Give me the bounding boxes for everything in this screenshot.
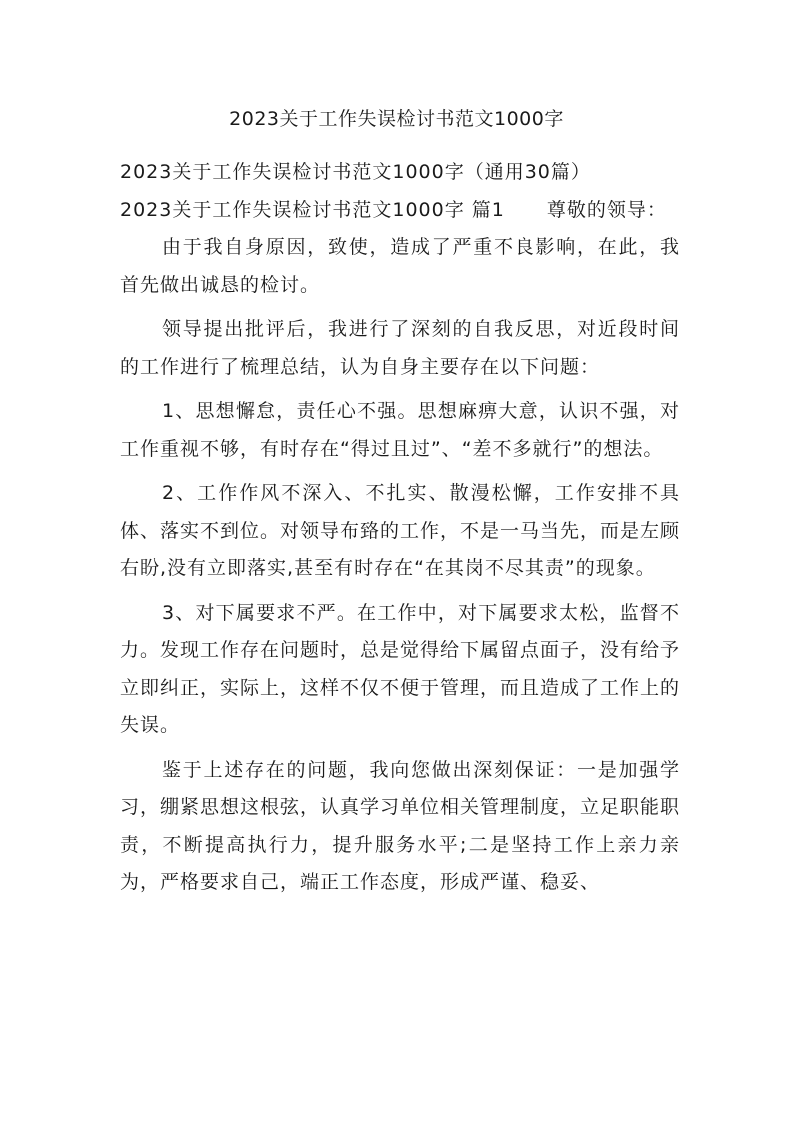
salutation: 尊敬的领导： <box>546 198 667 221</box>
paragraph-2: 领导提出批评后，我进行了深刻的自我反思，对近段时间的工作进行了梳理总结，认为自身主要存在以下问题： <box>120 318 680 378</box>
document-title: 2023关于工作失误检讨书范文1000字 <box>229 108 564 130</box>
document-subtitle: 2023关于工作失误检讨书范文1000字（通用30篇） <box>120 161 591 183</box>
paragraph-3: 1、思想懈怠，责任心不强。思想麻痹大意，认识不强，对工作重视不够，有时存在“得过且过”、“差不多就行”的想法。 <box>120 400 680 460</box>
paragraph-6: 鉴于上述存在的问题，我向您做出深刻保证：一是加强学习，绷紧思想这根弦，认真学习单位相关管理制度，立足职能职责，不断提高执行力，提升服务水平;二是坚持工作上亲力亲为，严格要求自己，端正工作态度，形成严谨、稳妥、 <box>120 758 681 893</box>
paragraph-4: 2、工作作风不深入、不扎实、散漫松懈，工作安排不具体、落实不到位。对领导布臵的工作，不是一马当先，而是左顾右盼,没有立即落实,甚至有时存在“在其岗不尽其责”的现象。 <box>120 482 681 579</box>
article-heading-line <box>120 192 680 230</box>
document-body <box>120 154 680 902</box>
paragraph-5: 3、对下属要求不严。在工作中，对下属要求太松，监督不力。发现工作存在问题时，总是觉得给下属留点面子，没有给予立即纠正，实际上，这样不仅不便于管理，而且造成了工作上的失误。 <box>120 601 681 736</box>
article-heading: 2023关于工作失误检讨书范文1000字 篇1 <box>120 198 505 221</box>
paragraph-1: 由于我自身原因，致使，造成了严重不良影响，在此，我首先做出诚恳的检讨。 <box>120 236 680 296</box>
